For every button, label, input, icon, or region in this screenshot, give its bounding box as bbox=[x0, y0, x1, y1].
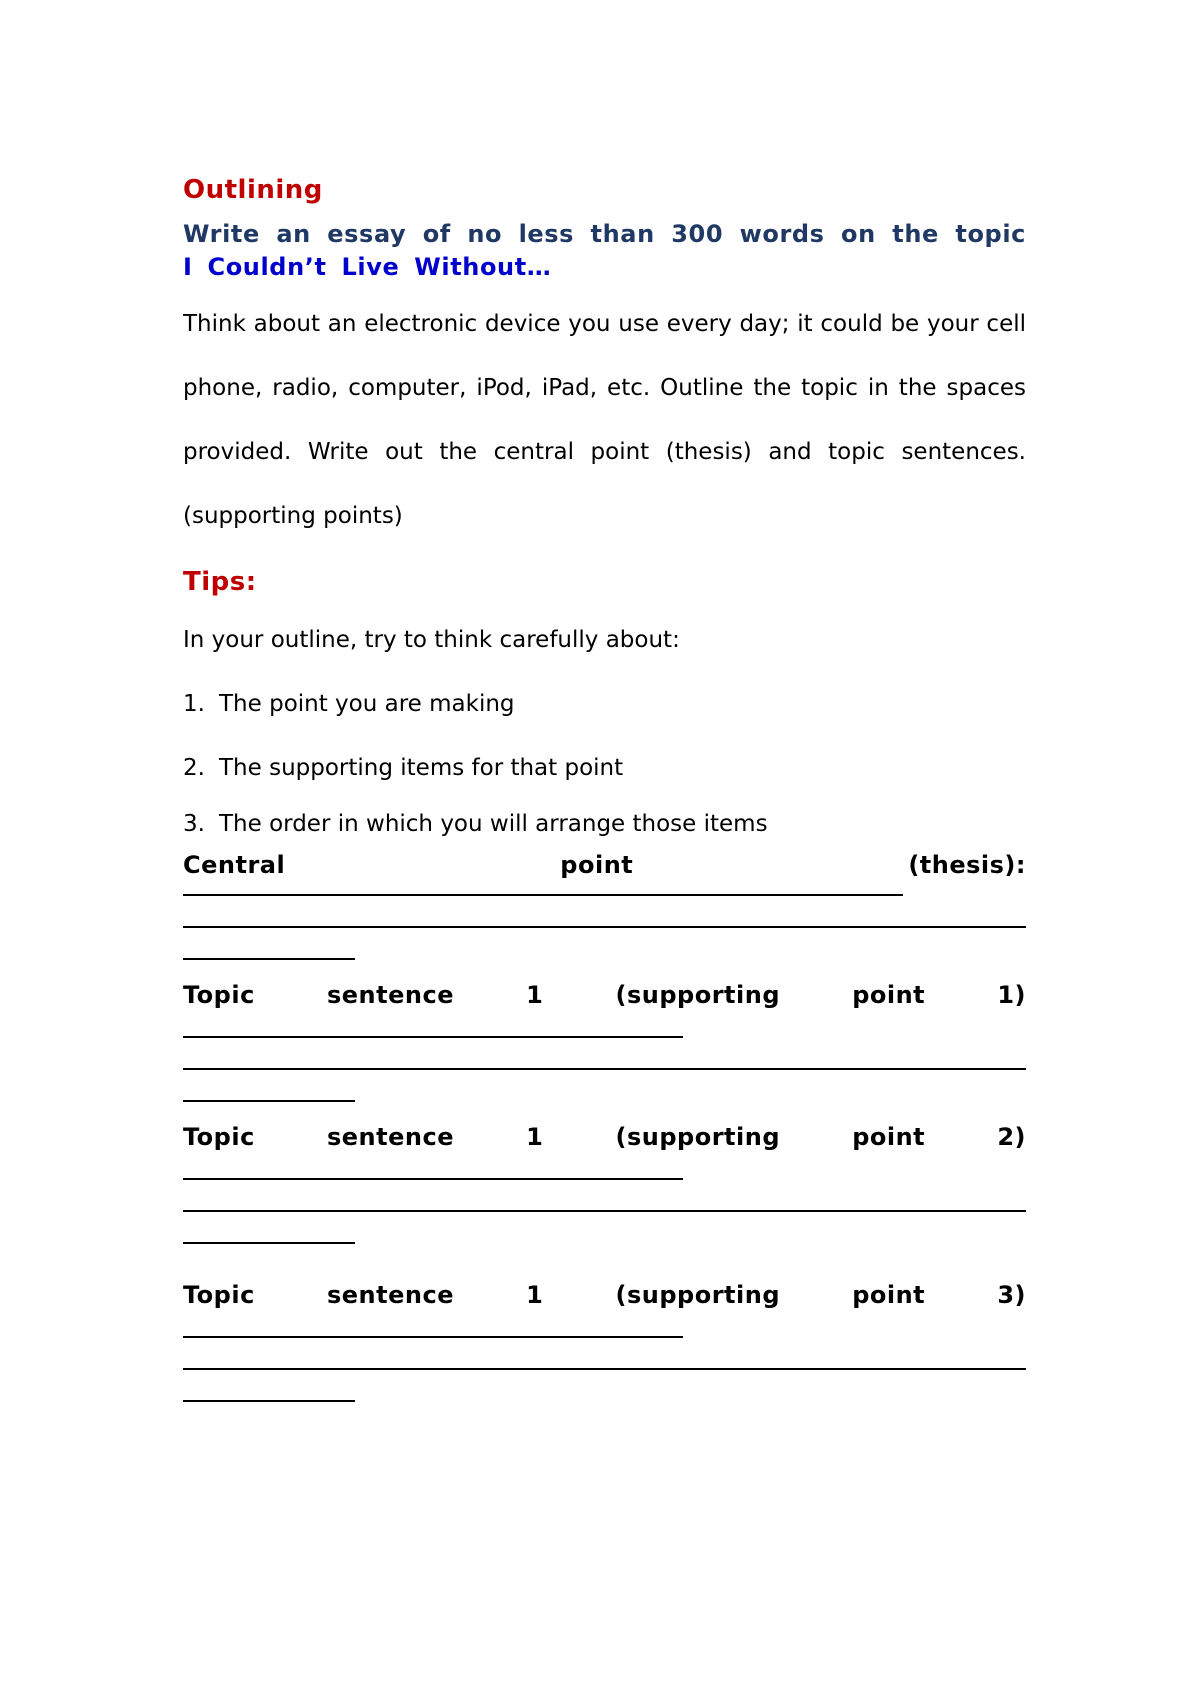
label-word: (supporting bbox=[615, 981, 781, 1009]
answer-line[interactable] bbox=[183, 894, 903, 896]
answer-line[interactable] bbox=[183, 1368, 1026, 1370]
label-word: Topic bbox=[183, 1281, 255, 1309]
label-word: Central bbox=[183, 851, 286, 879]
essay-prompt bbox=[183, 218, 1026, 284]
label-word: point bbox=[852, 981, 926, 1009]
answer-line[interactable] bbox=[183, 1100, 355, 1102]
label-word: (supporting bbox=[615, 1123, 781, 1151]
label-word: Topic bbox=[183, 1123, 255, 1151]
page-title: Outlining bbox=[183, 175, 323, 205]
document-page bbox=[183, 170, 1026, 1402]
tips-list bbox=[183, 672, 1026, 848]
central-point-label bbox=[183, 850, 1026, 880]
prompt-topic: I Couldn’t Live Without… bbox=[183, 253, 552, 281]
topic-sentence-label bbox=[183, 980, 1026, 1010]
label-word: (supporting bbox=[615, 1281, 781, 1309]
list-item bbox=[183, 672, 1026, 736]
answer-line[interactable] bbox=[183, 1210, 1026, 1212]
topic-sentence-field-2 bbox=[183, 1122, 1026, 1244]
label-word: sentence bbox=[326, 981, 454, 1009]
answer-line[interactable] bbox=[183, 1036, 683, 1038]
label-word: 1 bbox=[526, 1123, 544, 1151]
label-word: 1 bbox=[526, 1281, 544, 1309]
answer-line[interactable] bbox=[183, 1400, 355, 1402]
topic-sentence-label bbox=[183, 1122, 1026, 1152]
tips-heading: Tips: bbox=[183, 567, 257, 597]
central-point-field bbox=[183, 850, 1026, 960]
list-item-text: The point you are making bbox=[219, 691, 515, 717]
list-item-text: The supporting items for that point bbox=[219, 755, 624, 781]
label-word: sentence bbox=[326, 1281, 454, 1309]
answer-line[interactable] bbox=[183, 926, 1026, 928]
tips-intro: In your outline, try to think carefully about: bbox=[183, 627, 680, 653]
topic-sentence-field-3 bbox=[183, 1280, 1026, 1402]
list-item bbox=[183, 800, 1026, 848]
instructions-paragraph: Think about an electronic device you use every day; it could be your cell phone, radio, computer, iPod, iPad, etc. Outline the topic in the spaces provided. Write out the central point (thesis) and topic sentences. (supporting points) bbox=[183, 311, 1026, 529]
label-word: sentence bbox=[326, 1123, 454, 1151]
answer-line[interactable] bbox=[183, 1336, 683, 1338]
list-item-text: The order in which you will arrange those items bbox=[219, 811, 768, 837]
topic-sentence-field-1 bbox=[183, 980, 1026, 1102]
label-word: point bbox=[852, 1123, 926, 1151]
answer-line[interactable] bbox=[183, 1242, 355, 1244]
list-item bbox=[183, 736, 1026, 800]
answer-line[interactable] bbox=[183, 958, 355, 960]
answer-line[interactable] bbox=[183, 1068, 1026, 1070]
list-item-number: 1. bbox=[183, 691, 205, 717]
prompt-text: Write an essay of no less than 300 words on the topic bbox=[183, 220, 1026, 248]
list-item-number: 3. bbox=[183, 811, 205, 837]
label-word: point bbox=[852, 1281, 926, 1309]
label-word: Topic bbox=[183, 981, 255, 1009]
label-word: (thesis): bbox=[908, 851, 1026, 879]
label-word: 1) bbox=[997, 981, 1026, 1009]
label-word: 1 bbox=[526, 981, 544, 1009]
label-word: point bbox=[560, 851, 634, 879]
label-word: 3) bbox=[997, 1281, 1026, 1309]
list-item-number: 2. bbox=[183, 755, 205, 781]
answer-line[interactable] bbox=[183, 1178, 683, 1180]
topic-sentence-label bbox=[183, 1280, 1026, 1310]
label-word: 2) bbox=[997, 1123, 1026, 1151]
